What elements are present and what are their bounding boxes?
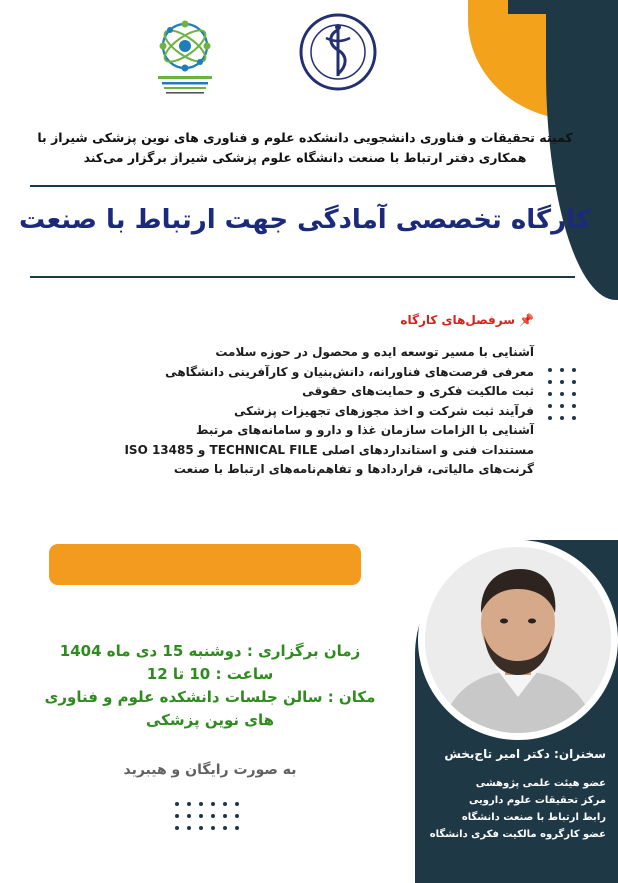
event-date: زمان برگزاری : دوشنبه 15 دی ماه 1404: [59, 642, 361, 660]
topic-item: گرنت‌های مالیاتی، قراردادها و تفاهم‌نامه‌های ارتباط با صنعت: [173, 462, 534, 476]
organizer-line-2: همکاری دفتر ارتباط با صنعت دانشگاه علوم پزشکی شیراز برگزار می‌کند: [83, 150, 527, 165]
organizer-line-1: کمیته تحقیقات و فناوری دانشجویی دانشکده علوم و فناوری های نوین پزشکی شیراز با: [37, 130, 573, 145]
event-time: ساعت : 10 تا 12: [146, 665, 274, 683]
topics-heading-label: سرفصل‌های کارگاه: [400, 313, 516, 327]
speaker-name: سخنران: دکتر امیر تاج‌بخش: [444, 747, 606, 761]
event-place-line-2: های نوین پزشکی: [145, 711, 274, 729]
speaker-role: رابط ارتباط با صنعت دانشگاه: [461, 812, 606, 823]
topic-item: آشنایی با مسیر توسعه ایده و محصول در حوزه سلامت: [215, 345, 534, 359]
speaker-roles: [406, 775, 606, 843]
event-place-line-1: مکان : سالن جلسات دانشکده علوم و فناوری: [44, 688, 376, 706]
workshop-title: کارگاه تخصصی آمادگی جهت ارتباط با صنعت: [19, 205, 591, 235]
free-hybrid-note: به صورت رایگان و هیبرید: [123, 762, 297, 778]
organizer-statement: [20, 128, 590, 168]
event-details: [30, 640, 390, 732]
decorative-dot-grid-bottom: [175, 802, 239, 830]
topic-item: معرفی فرصت‌های فناورانه، دانش‌بنیان و کارآفرینی دانشگاهی: [165, 364, 534, 379]
speaker-role: عضو کارگروه مالکیت فکری دانشگاه: [429, 829, 606, 840]
shiraz-university-seal-icon: [298, 12, 378, 92]
orange-accent-bar: [49, 544, 361, 585]
topic-item: فرآیند ثبت شرکت و اخذ مجوزهای تجهیزات پزشکی: [233, 403, 534, 418]
topic-item: ثبت مالکیت فکری و حمایت‌های حقوقی: [302, 384, 534, 398]
topic-item: مستندات فنی و استانداردهای اصلی TECHNICAL FILE و ISO 13485: [124, 442, 534, 457]
speaker-role: مرکز تحقیقات علوم دارویی: [468, 795, 606, 806]
student-research-committee-logo-icon: [150, 16, 220, 102]
title-divider-bottom: [30, 276, 575, 278]
decorative-dot-grid: [548, 368, 576, 420]
title-divider-top: [30, 185, 575, 187]
topic-item: آشنایی با الزامات سازمان غذا و دارو و سامانه‌های مرتبط: [196, 423, 534, 437]
topics-heading: [400, 313, 534, 327]
speaker-role: عضو هیئت علمی پژوهشی: [475, 778, 606, 789]
corner-navy-cap: [508, 0, 618, 14]
topics-list: [104, 343, 534, 480]
pushpin-icon: 📌: [519, 313, 534, 327]
speaker-portrait-icon: [425, 547, 611, 733]
